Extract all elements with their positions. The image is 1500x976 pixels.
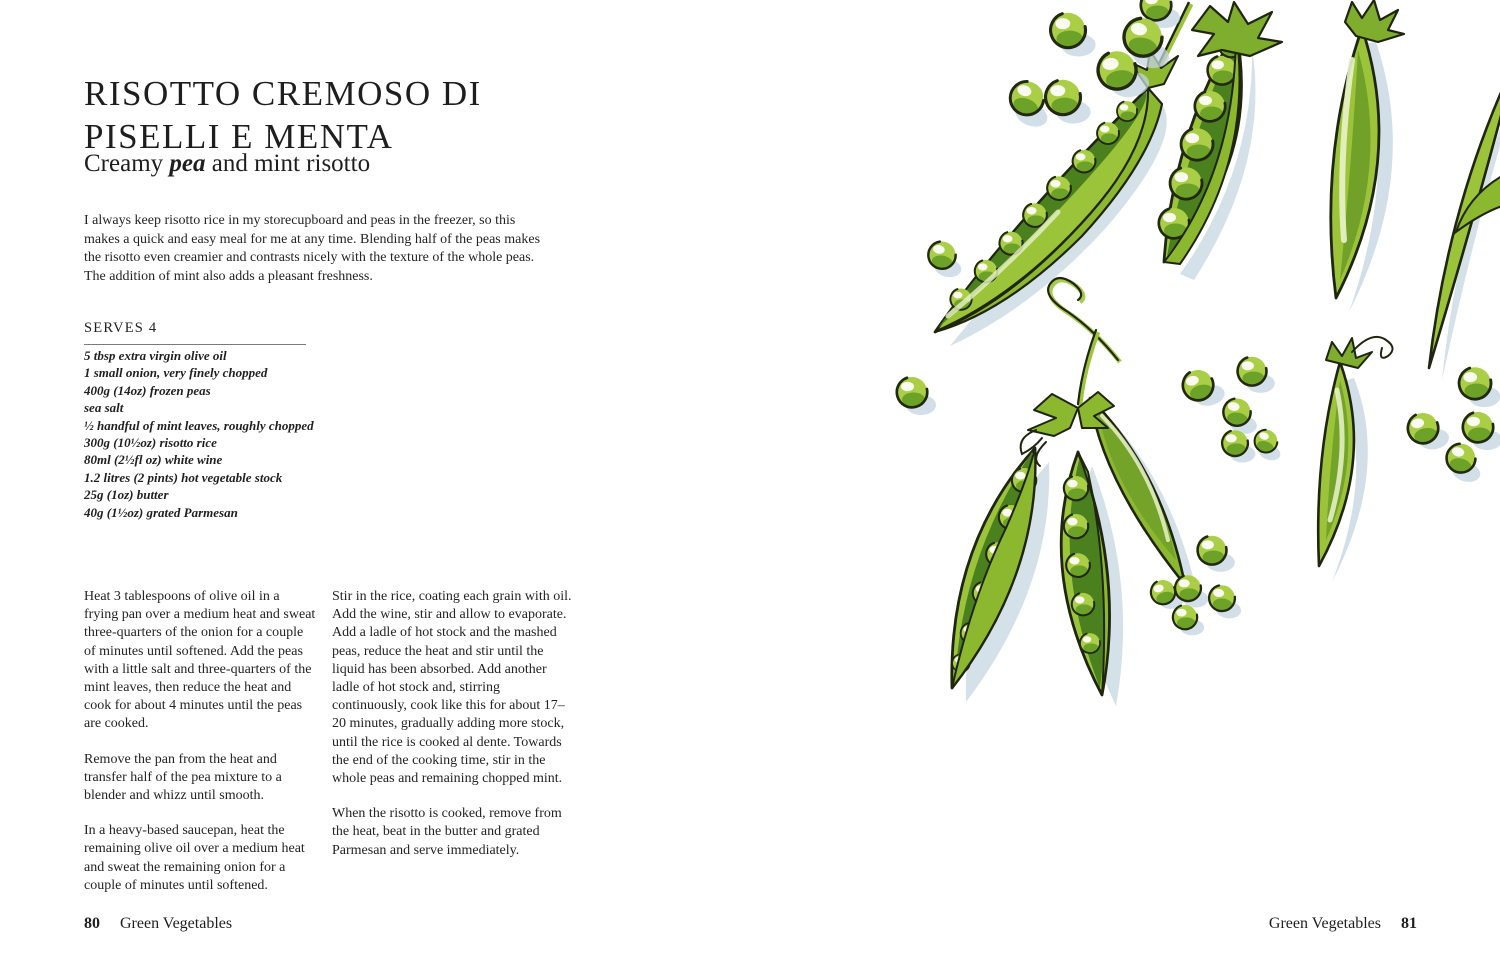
title-line-2: PISELLI E MENTA [84,117,394,156]
method-paragraph: Remove the pan from the heat and transfer half of the pea mixture to a blender and whizz until smooth. [84,751,282,804]
ingredient-item: 5 tbsp extra virgin olive oil [84,348,227,363]
ingredient-item: 400g (14oz) frozen peas [84,382,211,398]
closed-pod-middle [1318,337,1392,582]
ingredients-list [84,347,316,521]
method-text [84,588,572,912]
method-paragraph: When the risotto is cooked, remove from the heat, beat in the butter and grated Parmesan and serve immediately. [332,806,562,858]
page-title [84,72,482,158]
serves-label: SERVES 4 [84,320,306,345]
ingredient-item: 80ml (2½fl oz) white wine [84,452,223,468]
method-paragraph: Stir in the rice, coating each grain with oil. Add the wine, stir and allow to evaporate. Add a ladle of hot stock and the mashed peas, reduce the heat and stir until the liquid has been absorbed. Add another ladle of hot stock and, stirring continuously, cook like this for about 17–20 minutes, gradually adding more stock, until the rice is cooked al dente. Towards the end of the cooking time, stir in the whole peas and remaining chopped mint. [332,589,572,787]
left-page-footer [84,915,232,933]
ingredient-item: ½ handful of mint leaves, roughly chopped [84,417,314,433]
subtitle-pre: Creamy [84,150,170,177]
subtitle-post: and mint risotto [205,150,371,177]
open-pod-hanging-left [952,448,1049,702]
right-section-label: Green Vegetables [1268,915,1381,932]
ingredient-item: sea salt [84,400,124,416]
method-column-2 [332,588,572,912]
ingredient-item: 1.2 litres (2 pints) hot vegetable stock [84,469,283,485]
title-line-1: RISOTTO CREMOSO DI [84,74,482,113]
subtitle-italic-word: pea [169,150,206,177]
method-column-1 [84,588,316,912]
ingredient-item: 300g (10½oz) risotto rice [84,435,217,451]
method-paragraph: Heat 3 tablespoons of olive oil in a frying pan over a medium heat and sweat three-quarters of the onion for a couple of minutes until softened. Add the peas with a little salt and three-quarters of the mint leaves, then reduce the heat and cook for about 4 minutes until the peas are cooked. [84,589,316,732]
ingredient-item: 25g (1oz) butter [84,487,169,503]
closed-pod-top-right [1331,0,1404,312]
ingredient-item: 40g (1½oz) grated Parmesan [84,504,238,520]
open-pod-hanging-right [1061,452,1123,706]
open-pod-center [1159,2,1282,280]
recipe-subtitle [84,150,370,178]
partial-pod-right-edge [1429,90,1500,380]
pea-pods-illustration [880,0,1500,810]
left-section-label: Green Vegetables [120,915,233,932]
right-page-footer [1269,915,1417,933]
method-paragraph: In a heavy-based saucepan, heat the remaining olive oil over a medium heat and sweat the remaining onion for a couple of minutes until softened. [84,823,305,893]
ingredient-item: 1 small onion, very finely chopped [84,365,268,381]
intro-paragraph: I always keep risotto rice in my storecupboard and peas in the freezer, so this makes a quick and easy meal for me at any time. Blending half of the peas makes the risotto even creamier and contrasts nicely with the texture of the whole peas. The addition of mint also adds a pleasant freshness. [84,213,541,284]
tendril-curl [1048,278,1120,406]
right-page-number: 81 [1401,915,1417,932]
left-page-number: 80 [84,915,100,932]
